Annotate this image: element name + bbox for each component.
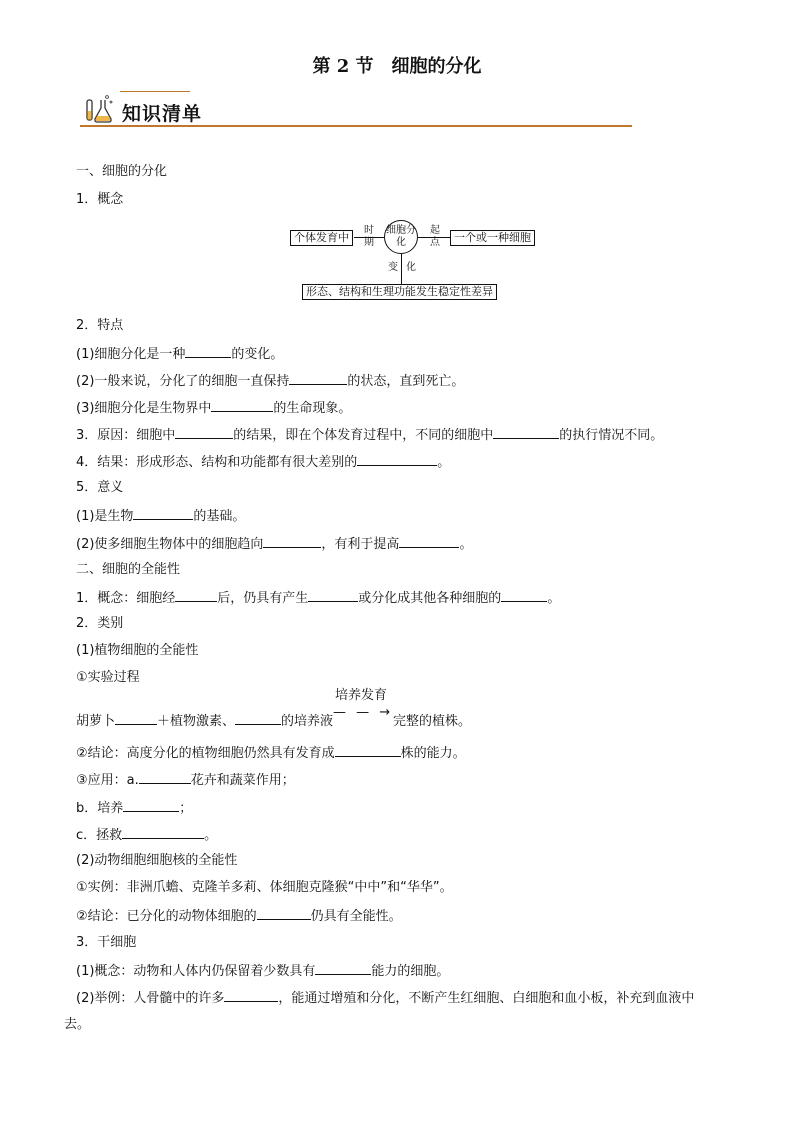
item-2-2: 2．类别	[76, 616, 124, 631]
label-start: 起点	[430, 225, 440, 248]
section-name: 细胞的分化	[391, 56, 482, 77]
item-1-2-2: (2)一般来说，分化了的细胞一直保持 的状态，直到死亡。	[76, 371, 464, 391]
item-2-2-2-a: ①实例：非洲爪蟾、克隆羊多莉、体细胞克隆猴“中中”和“华华”。	[76, 880, 453, 895]
fill-blank[interactable]	[501, 588, 547, 602]
arrow-label: 培养发育	[335, 688, 388, 703]
concept-diagram	[290, 218, 532, 304]
item-1-2: 2．特点	[76, 318, 124, 333]
fill-blank[interactable]	[175, 425, 233, 439]
fill-blank[interactable]	[224, 988, 278, 1002]
item-2-2-2: (2)动物细胞细胞核的全能性	[76, 853, 238, 868]
label-change-2: 化	[406, 262, 416, 273]
item-2-2-2-b: ②结论：已分化的动物体细胞的 仍具有全能性。	[76, 906, 402, 926]
item-1-4: 4．结果：形成形态、结构和功能都有很大差别的 。	[76, 452, 450, 472]
fill-blank[interactable]	[257, 906, 311, 920]
fill-blank[interactable]	[335, 743, 401, 757]
item-2-3-2-cont: 去。	[64, 1017, 91, 1032]
fill-blank[interactable]	[289, 371, 347, 385]
label-change-1: 变	[388, 262, 398, 273]
heading-1: 一、细胞的分化	[76, 164, 168, 179]
item-2-3: 3．干细胞	[76, 935, 137, 950]
item-2-2-1-b: ②结论：高度分化的植物细胞仍然具有发育成 株的能力。	[76, 743, 466, 763]
fill-blank[interactable]	[493, 425, 559, 439]
fill-blank[interactable]	[185, 344, 231, 358]
flask-icon	[84, 94, 116, 124]
fill-blank[interactable]	[211, 398, 273, 412]
banner-label: 知识清单	[122, 103, 203, 125]
item-2-3-2: (2)举例：人骨髓中的许多 ，能通过增殖和分化，不断产生红细胞、白细胞和血小板，补充到血液中	[76, 988, 694, 1008]
page-title	[0, 52, 794, 78]
culture-arrow	[333, 688, 394, 725]
circle-cell-differentiation: 细胞分化	[384, 220, 418, 254]
heading-2: 二、细胞的全能性	[76, 562, 181, 577]
item-2-1: 1．概念：细胞经 后，仍具有产生 或分化成其他各种细胞的 。	[76, 588, 560, 608]
fill-blank[interactable]	[139, 770, 191, 784]
item-1-2-3: (3)细胞分化是生物界中 的生命现象。	[76, 398, 351, 418]
item-2-3-1: (1)概念：动物和人体内仍保留着少数具有 能力的细胞。	[76, 961, 449, 981]
item-1-5: 5．意义	[76, 480, 124, 495]
item-2-2-1-process: 胡萝卜 ＋植物激素、 的培养液 培养发育 — — → 完整的植株。	[76, 688, 472, 729]
item-2-2-1: (1)植物细胞的全能性	[76, 643, 199, 658]
box-one-cell: 一个或一种细胞	[450, 230, 535, 246]
box-stable-difference: 形态、结构和生理功能发生稳定性差异	[302, 284, 497, 300]
item-2-2-1-c-b: b．培养 ；	[76, 798, 192, 818]
fill-blank[interactable]	[357, 452, 437, 466]
fill-blank[interactable]	[115, 711, 157, 725]
item-1-5-1: (1)是生物 的基础。	[76, 506, 245, 526]
section-number: 第 2 节	[312, 56, 374, 77]
fill-blank[interactable]	[175, 588, 217, 602]
fill-blank[interactable]	[399, 534, 459, 548]
connector-down	[401, 254, 402, 284]
item-2-2-1-a: ①实验过程	[76, 670, 140, 685]
fill-blank[interactable]	[133, 506, 193, 520]
fill-blank[interactable]	[122, 825, 204, 839]
item-1-5-2: (2)使多细胞生物体中的细胞趋向 ，有利于提高 。	[76, 534, 472, 554]
banner-rule	[80, 125, 632, 127]
knowledge-banner	[80, 88, 632, 128]
item-1-3: 3．原因：细胞中 的结果，即在个体发育过程中，不同的细胞中 的执行情况不同。	[76, 425, 663, 445]
fill-blank[interactable]	[308, 588, 358, 602]
fill-blank[interactable]	[235, 711, 281, 725]
box-individual-development: 个体发育中	[290, 230, 353, 246]
fill-blank[interactable]	[315, 961, 371, 975]
banner-top-rule	[120, 91, 190, 92]
arrow-icon: — — →	[333, 705, 394, 720]
item-1-2-1: (1)细胞分化是一种 的变化。	[76, 344, 283, 364]
fill-blank[interactable]	[263, 534, 321, 548]
label-time: 时期	[364, 225, 374, 248]
item-2-2-1-c: ③应用：a. 花卉和蔬菜作用；	[76, 770, 295, 790]
item-2-2-1-c-c: c．拯救 。	[76, 825, 217, 845]
item-1-1: 1．概念	[76, 192, 124, 207]
fill-blank[interactable]	[123, 798, 179, 812]
